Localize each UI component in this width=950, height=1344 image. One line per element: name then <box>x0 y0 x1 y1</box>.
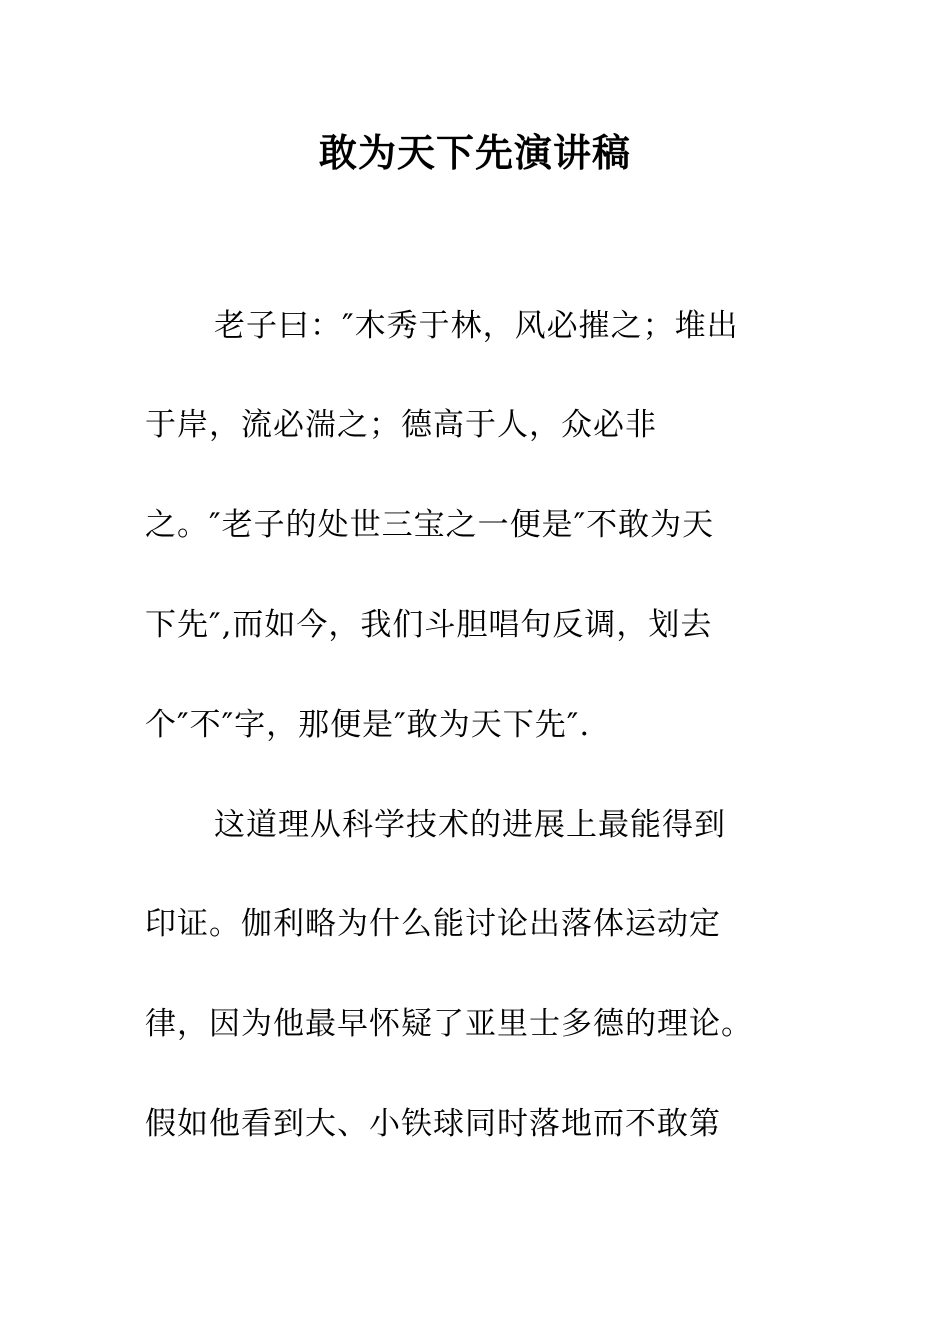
paragraph-line: 这道理从科学技术的进展上最能得到 <box>214 807 726 843</box>
paragraph-line: 假如他看到大、小铁球同时落地而不敢第 <box>145 1106 721 1142</box>
paragraph-line: 个″不″字，那便是″敢为天下先″. <box>145 707 591 743</box>
document-title: 敢为天下先演讲稿 <box>318 131 631 175</box>
paragraph-line: 于岸，流必湍之；德高于人，众必非 <box>145 407 657 443</box>
paragraph-line: 印证。伽利略为什么能讨论出落体运动定 <box>145 906 721 942</box>
paragraph-line: 老子曰：″木秀于林，风必摧之；堆出 <box>214 308 739 344</box>
paragraph-line: 下先″,而如今，我们斗胆唱句反调，划去 <box>145 607 713 643</box>
paragraph-line: 律，因为他最早怀疑了亚里士多德的理论。 <box>145 1006 753 1042</box>
paragraph-line: 之。″老子的处世三宝之一便是″不敢为天 <box>145 507 715 543</box>
